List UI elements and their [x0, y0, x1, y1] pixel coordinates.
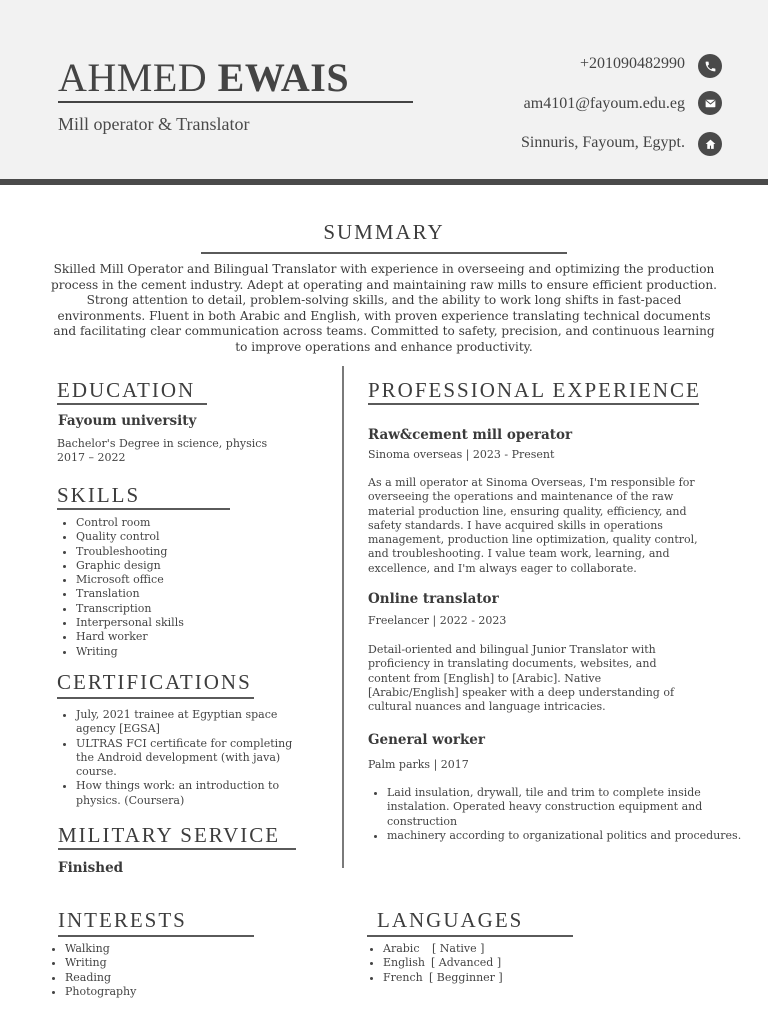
interests-heading: INTERESTS: [58, 908, 187, 932]
languages-list: [364, 942, 633, 985]
skill-item: • Transcription: [76, 602, 326, 616]
language-name: French: [383, 970, 423, 984]
interests-list: [46, 942, 265, 999]
languages-underline: [367, 935, 573, 937]
job-bullets: [368, 786, 747, 843]
certification-item: • How things work: an introduction to physics. (Coursera): [76, 779, 308, 808]
certification-item: • July, 2021 trainee at Egyptian space agency [EGSA]: [76, 708, 308, 737]
language-item: [383, 956, 633, 970]
certifications-list: [57, 708, 308, 808]
certifications-underline: [57, 697, 254, 699]
military-heading: MILITARY SERVICE: [58, 823, 281, 847]
summary-heading: SUMMARY: [323, 220, 445, 244]
education-school: Fayoum university: [58, 413, 197, 429]
job-bullet: • Laid insulation, drywall, tile and trim to complete inside instalation. Operated heavy construction equipment and construction: [387, 786, 747, 829]
skill-item: • Quality control: [76, 530, 326, 544]
job-role: Mill operator & Translator: [58, 114, 250, 134]
home-icon: [698, 132, 722, 156]
job-meta: Sinoma overseas | 2023 - Present: [368, 448, 555, 461]
skill-item: • Microsoft office: [76, 573, 326, 587]
contact-phone[interactable]: +201090482990: [579, 55, 685, 72]
job-meta: Palm parks | 2017: [368, 758, 469, 771]
job-bullet: • machinery according to organizational politics and procedures.: [387, 829, 747, 843]
interest-item: • Photography: [65, 985, 265, 999]
certifications-heading: CERTIFICATIONS: [57, 670, 252, 694]
skill-item: • Interpersonal skills: [76, 616, 326, 630]
experience-heading: PROFESSIONAL EXPERIENCE: [368, 378, 701, 402]
language-level: [ Native ]: [432, 942, 485, 955]
skill-item: • Hard worker: [76, 630, 326, 644]
job-title: General worker: [368, 732, 486, 748]
job-description: Detail-oriented and bilingual Junior Translator with proficiency in translating documents, websites, and content from [English] to [Arabic]. Native [Arabic/English] speaker with a deep understanding of cultural nuances and language intricacies.: [368, 643, 675, 714]
language-level: [ Advanced ]: [431, 956, 502, 970]
column-divider: [342, 366, 344, 868]
summary-text: Skilled Mill Operator and Bilingual Translator with experience in overseeing and optimizing the production process in the cement industry. Adept at operating and maintaining raw mills to ensure efficient production. Strong attention to detail, problem-solving skills, and the ability to work long shifts in fast-paced environments. Fluent in both Arabic and English, with proven experience translating technical documents and facilitating clear communication across teams. Committed to safety, precision, and continuous learning to improve operations and enhance productivity.: [51, 262, 717, 354]
interest-item: • Writing: [65, 956, 265, 970]
education-years: 2017 – 2022: [57, 451, 126, 464]
skill-item: • Troubleshooting: [76, 545, 326, 559]
job-description: As a mill operator at Sinoma Overseas, I'm responsible for overseeing the operations and maintenance of the raw material production line, ensuring quality, efficiency, and safety standards. I have acquired skills in operations management, production line optimization, quality control, and troubleshooting. I value team work, learning, and excellence, and I'm always eager to collaborate.: [368, 476, 698, 575]
skills-list: [57, 516, 326, 659]
military-status: Finished: [58, 860, 124, 876]
language-item: [383, 942, 633, 956]
interests-underline: [58, 935, 254, 937]
language-name: English: [383, 956, 425, 970]
name-underline: [58, 101, 413, 103]
job-title: Raw&cement mill operator: [368, 427, 573, 443]
language-item: [383, 971, 633, 985]
phone-icon: [698, 54, 722, 78]
military-underline: [58, 848, 296, 850]
skill-item: • Writing: [76, 645, 326, 659]
language-name: Arabic: [383, 942, 420, 955]
summary-underline: [201, 252, 567, 254]
languages-heading: LANGUAGES: [377, 908, 524, 932]
mail-icon: [698, 91, 722, 115]
education-underline: [57, 403, 207, 405]
header-divider: [0, 179, 768, 185]
skill-item: • Graphic design: [76, 559, 326, 573]
language-level: [ Begginner ]: [429, 970, 503, 984]
contact-email[interactable]: am4101@fayoum.edu.eg: [523, 95, 685, 112]
skills-heading: SKILLS: [57, 483, 141, 507]
interest-item: • Reading: [65, 971, 265, 985]
experience-underline: [368, 403, 699, 405]
last-name: EWAIS: [217, 55, 350, 100]
education-heading: EDUCATION: [57, 378, 196, 402]
skill-item: • Translation: [76, 587, 326, 601]
job-title: Online translator: [368, 591, 499, 607]
skill-item: • Control room: [76, 516, 326, 530]
first-name: AHMED: [58, 55, 208, 100]
candidate-name: [58, 54, 349, 101]
certification-item: • ULTRAS FCI certificate for completing the Android development (with java) course.: [76, 737, 308, 780]
interest-item: • Walking: [65, 942, 265, 956]
education-degree: Bachelor's Degree in science, physics: [57, 437, 268, 450]
job-meta: Freelancer | 2022 - 2023: [368, 614, 507, 627]
contact-location: Sinnuris, Fayoum, Egypt.: [520, 134, 685, 151]
skills-underline: [57, 508, 230, 510]
